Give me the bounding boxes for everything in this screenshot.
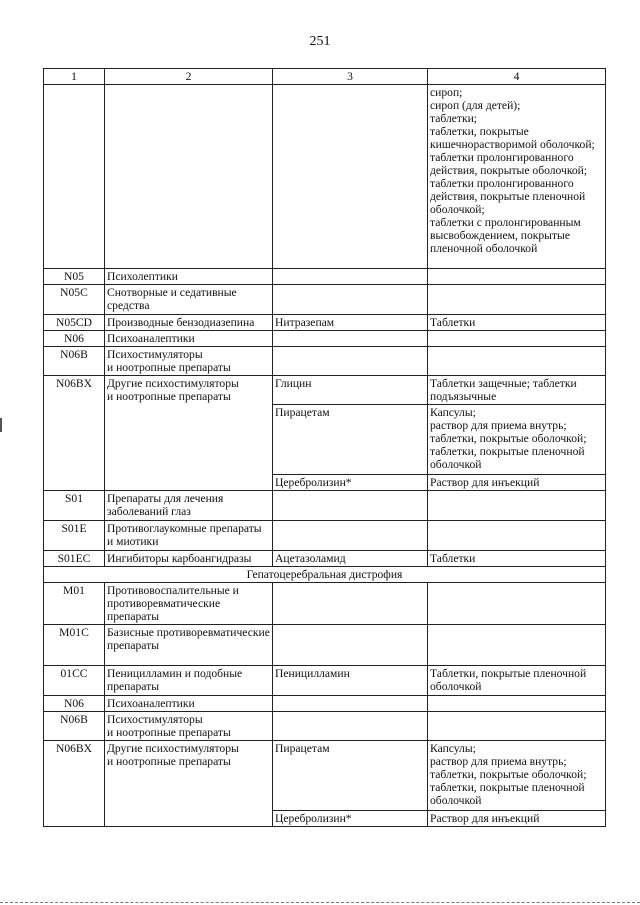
atc-code: S01	[44, 491, 105, 521]
dosage-form	[428, 625, 606, 666]
drug-table	[43, 68, 606, 827]
group-name: Психоаналептики	[105, 696, 273, 712]
column-header-1: 1	[44, 69, 105, 85]
dosage-form: сироп; сироп (для детей); таблетки; таблетки, покрытые кишечнорастворимой оболочкой; таблетки пролонгированного действия, покрытые оболочкой; таблетки пролонгированного действия, покрытые пленочной оболочкой; таблетки с пролонгированным высвобождением, покрытые пленочной оболочкой	[428, 85, 606, 269]
drug-name	[273, 521, 428, 551]
table-row	[44, 521, 606, 551]
drug-name: Церебролизин*	[273, 475, 428, 491]
atc-code: S01EC	[44, 551, 105, 567]
drug-name: Глицин	[273, 376, 428, 405]
dosage-form: Капсулы; раствор для приема внутрь; таблетки, покрытые оболочкой; таблетки, покрытые пленочной оболочкой	[428, 405, 606, 475]
table-row	[44, 269, 606, 285]
drug-name	[273, 696, 428, 712]
group-name: Базисные противоревматические препараты	[105, 625, 273, 666]
dosage-form: Раствор для инъекций	[428, 475, 606, 491]
column-header-4: 4	[428, 69, 606, 85]
atc-code: M01	[44, 583, 105, 625]
atc-code: N05CD	[44, 315, 105, 331]
group-name: Психостимуляторы и ноотропные препараты	[105, 347, 273, 376]
table-row	[44, 551, 606, 567]
section-title: Гепатоцеребральная дистрофия	[44, 567, 606, 583]
dosage-form: Таблетки, покрытые пленочной оболочкой	[428, 666, 606, 696]
table-row	[44, 285, 606, 315]
column-header-2: 2	[105, 69, 273, 85]
group-name: Другие психостимуляторы и ноотропные препараты	[105, 376, 273, 491]
margin-mark	[0, 418, 2, 432]
group-name: Препараты для лечения заболеваний глаз	[105, 491, 273, 521]
atc-code: N05	[44, 269, 105, 285]
dosage-form: Таблетки	[428, 315, 606, 331]
drug-name: Нитразепам	[273, 315, 428, 331]
drug-name	[273, 583, 428, 625]
table-row	[44, 315, 606, 331]
drug-name: Ацетазоламид	[273, 551, 428, 567]
table-row	[44, 347, 606, 376]
table-row	[44, 85, 606, 269]
atc-code: M01C	[44, 625, 105, 666]
dosage-form: Капсулы; раствор для приема внутрь; таблетки, покрытые оболочкой; таблетки, покрытые пленочной оболочкой	[428, 741, 606, 811]
section-row	[44, 567, 606, 583]
page-bottom-line	[0, 902, 640, 904]
table-row	[44, 625, 606, 666]
drug-name	[273, 269, 428, 285]
table-row	[44, 331, 606, 347]
dosage-form	[428, 583, 606, 625]
table-row	[44, 696, 606, 712]
atc-code: N06	[44, 331, 105, 347]
dosage-form	[428, 521, 606, 551]
group-name: Психоаналептики	[105, 331, 273, 347]
dosage-form	[428, 331, 606, 347]
group-name: Производные бензодиазепина	[105, 315, 273, 331]
dosage-form	[428, 696, 606, 712]
drug-name	[273, 285, 428, 315]
dosage-form	[428, 285, 606, 315]
dosage-form	[428, 712, 606, 741]
atc-code: N05C	[44, 285, 105, 315]
drug-name	[273, 712, 428, 741]
table-row	[44, 666, 606, 696]
page-number: 251	[309, 34, 331, 49]
dosage-form	[428, 269, 606, 285]
table-row	[44, 376, 606, 405]
atc-code: S01E	[44, 521, 105, 551]
group-name	[105, 85, 273, 269]
group-name: Другие психостимуляторы и ноотропные препараты	[105, 741, 273, 827]
group-name: Психолептики	[105, 269, 273, 285]
drug-name	[273, 491, 428, 521]
atc-code: N06B	[44, 712, 105, 741]
table-row	[44, 491, 606, 521]
table-row	[44, 712, 606, 741]
table-row	[44, 583, 606, 625]
drug-name	[273, 85, 428, 269]
atc-code: N06BX	[44, 741, 105, 827]
drug-name: Пеницилламин	[273, 666, 428, 696]
drug-name: Церебролизин*	[273, 811, 428, 827]
dosage-form	[428, 491, 606, 521]
drug-name: Пирацетам	[273, 405, 428, 475]
atc-code	[44, 85, 105, 269]
atc-code: 01CC	[44, 666, 105, 696]
drug-name	[273, 625, 428, 666]
dosage-form: Таблетки	[428, 551, 606, 567]
group-name: Противоглаукомные препараты и миотики	[105, 521, 273, 551]
column-header-3: 3	[273, 69, 428, 85]
dosage-form: Раствор для инъекций	[428, 811, 606, 827]
drug-name	[273, 331, 428, 347]
dosage-form: Таблетки защечные; таблетки подъязычные	[428, 376, 606, 405]
group-name: Противовоспалительные и противоревматические препараты	[105, 583, 273, 625]
group-name: Ингибиторы карбоангидразы	[105, 551, 273, 567]
group-name: Психостимуляторы и ноотропные препараты	[105, 712, 273, 741]
table-header-row	[44, 69, 606, 85]
group-name: Пеницилламин и подобные препараты	[105, 666, 273, 696]
drug-name	[273, 347, 428, 376]
atc-code: N06BX	[44, 376, 105, 491]
dosage-form	[428, 347, 606, 376]
table-row	[44, 741, 606, 811]
atc-code: N06B	[44, 347, 105, 376]
drug-name: Пирацетам	[273, 741, 428, 811]
group-name: Снотворные и седативные средства	[105, 285, 273, 315]
atc-code: N06	[44, 696, 105, 712]
